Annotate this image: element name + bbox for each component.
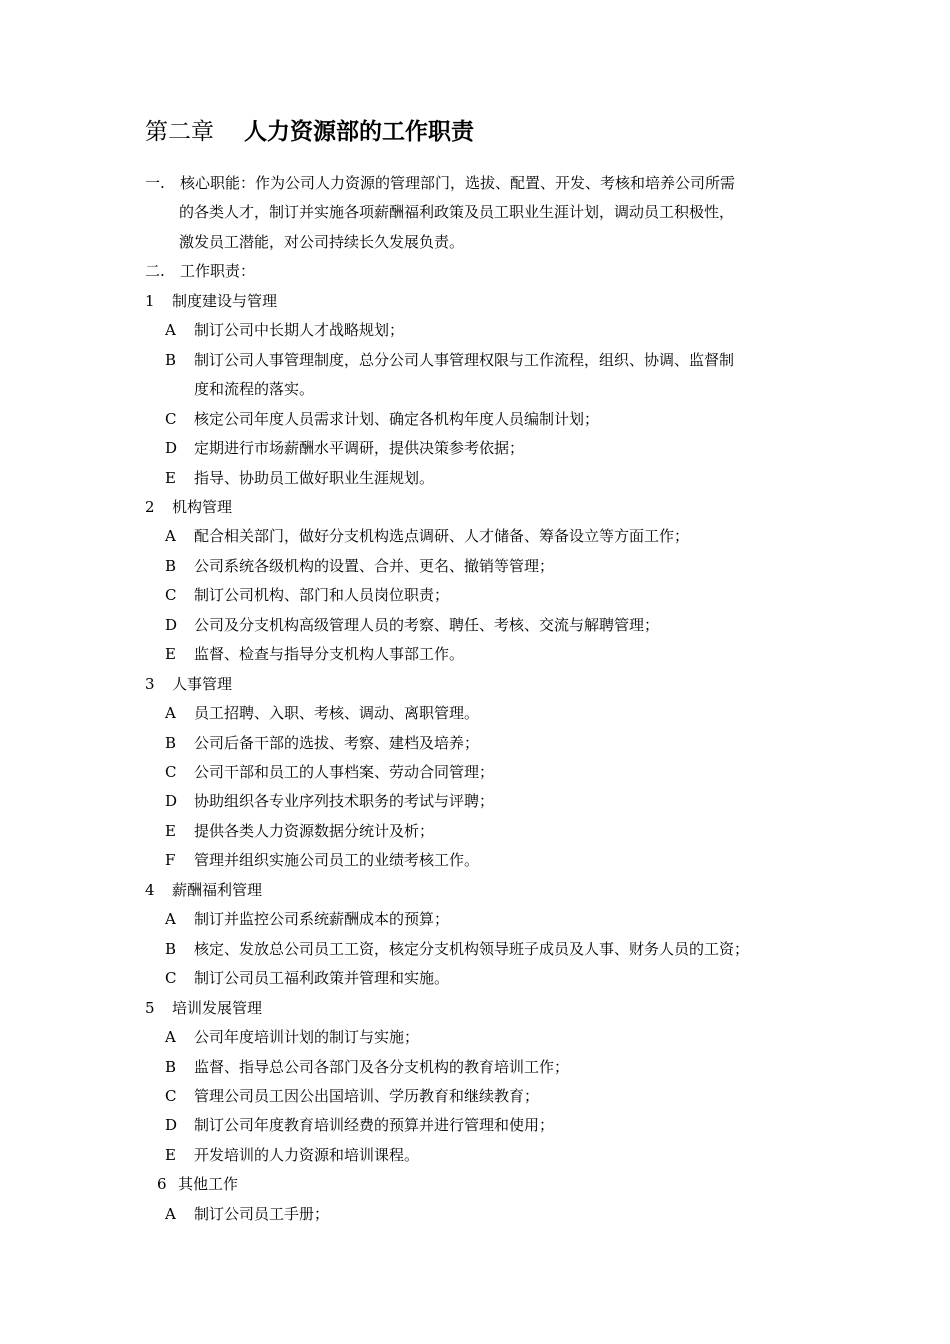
line-text: 公司干部和员工的人事档案、劳动合同管理； [194, 763, 495, 781]
page-title [145, 114, 474, 150]
list-item [165, 1025, 419, 1049]
list-item [165, 613, 659, 637]
line-text: 定期进行市场薪酬水平调研，提供决策参考依据； [194, 439, 525, 457]
list-item [165, 966, 449, 990]
list-marker: 5 [145, 999, 155, 1017]
section-heading [157, 1172, 238, 1196]
duties-heading [145, 259, 255, 283]
line-text: 公司及分支机构高级管理人员的考察、聘任、考核、交流与解聘管理； [194, 616, 660, 634]
section-heading [145, 996, 262, 1020]
line-text: 核心职能：作为公司人力资源的管理部门，选拔、配置、开发、考核和培养公司所需 [180, 174, 736, 192]
list-item [165, 466, 434, 490]
list-marker: 1 [145, 292, 155, 310]
line-text: 制度建设与管理 [172, 292, 278, 310]
list-marker: B [165, 734, 177, 752]
line-text: 制订公司员工福利政策并管理和实施。 [194, 969, 450, 987]
line-text: 薪酬福利管理 [172, 881, 263, 899]
line-text: 制订公司年度教育培训经费的预算并进行管理和使用； [194, 1116, 555, 1134]
list-marker: C [165, 969, 177, 987]
list-marker: C [165, 410, 177, 428]
list-item [165, 524, 689, 548]
list-marker: A [165, 910, 176, 928]
line-text: 核定公司年度人员需求计划、确定各机构年度人员编制计划； [194, 410, 600, 428]
line-text: 培训发展管理 [172, 999, 263, 1017]
list-marker: 3 [145, 675, 155, 693]
list-item [165, 731, 479, 755]
list-marker: A [165, 1205, 176, 1223]
list-item [165, 937, 749, 961]
list-item [165, 436, 524, 460]
list-marker: 2 [145, 498, 155, 516]
list-item [165, 701, 479, 725]
list-item [165, 1202, 329, 1226]
list-marker: 二. [145, 262, 165, 280]
list-marker: A [165, 1028, 176, 1046]
line-text: 公司系统各级机构的设置、合并、更名、撤销等管理； [194, 557, 555, 575]
line-text: 核定、发放总公司员工工资，核定分支机构领导班子成员及人事、财务人员的工资； [194, 940, 750, 958]
list-marker: B [165, 940, 177, 958]
list-marker: 6 [157, 1175, 167, 1193]
list-item [165, 642, 464, 666]
chapter-heading: 人力资源部的工作职责 [244, 118, 474, 145]
section-heading [145, 289, 277, 313]
list-item [165, 583, 449, 607]
list-marker: E [165, 1146, 176, 1164]
list-item [165, 760, 494, 784]
list-marker: B [165, 351, 177, 369]
list-marker: B [165, 557, 177, 575]
line-text: 员工招聘、入职、考核、调动、离职管理。 [194, 704, 480, 722]
section-heading [145, 672, 232, 696]
list-marker: A [165, 704, 176, 722]
line-text: 管理并组织实施公司员工的业绩考核工作。 [194, 851, 480, 869]
list-item [165, 407, 599, 431]
list-marker: C [165, 763, 177, 781]
line-text: 管理公司员工因公出国培训、学历教育和继续教育； [194, 1087, 540, 1105]
line-text: 的各类人才，制订并实施各项薪酬福利政策及员工职业生涯计划，调动员工积极性， [179, 203, 735, 221]
list-item [165, 1113, 554, 1137]
list-item-continuation [194, 377, 314, 401]
list-item [165, 1055, 569, 1079]
list-item [165, 554, 554, 578]
line-text: 公司后备干部的选拔、考察、建档及培养； [194, 734, 480, 752]
line-text: 激发员工潜能，对公司持续长久发展负责。 [179, 233, 465, 251]
list-marker: B [165, 1058, 177, 1076]
line-text: 制订公司机构、部门和人员岗位职责； [194, 586, 450, 604]
list-marker: C [165, 1087, 177, 1105]
list-marker: A [165, 527, 176, 545]
line-text: 公司年度培训计划的制订与实施； [194, 1028, 420, 1046]
list-marker: E [165, 469, 176, 487]
list-marker: D [165, 792, 178, 810]
core-function-line [145, 171, 735, 195]
line-text: 监督、检查与指导分支机构人事部工作。 [194, 645, 465, 663]
line-text: 开发培训的人力资源和培训课程。 [194, 1146, 420, 1164]
list-marker: D [165, 1116, 178, 1134]
list-marker: F [165, 851, 176, 869]
line-text: 制订并监控公司系统薪酬成本的预算； [194, 910, 450, 928]
line-text: 提供各类人力资源数据分统计及析； [194, 822, 435, 840]
list-marker: E [165, 645, 176, 663]
section-heading [145, 878, 262, 902]
line-text: 工作职责： [180, 262, 256, 280]
list-item [165, 1084, 539, 1108]
list-item [165, 348, 734, 372]
list-marker: A [165, 321, 176, 339]
list-item [165, 819, 434, 843]
core-function-line [179, 200, 734, 224]
list-item [165, 789, 494, 813]
list-item [165, 848, 479, 872]
list-marker: D [165, 616, 178, 634]
list-marker: C [165, 586, 177, 604]
list-item [165, 1143, 419, 1167]
line-text: 其他工作 [178, 1175, 239, 1193]
line-text: 度和流程的落实。 [194, 380, 315, 398]
line-text: 监督、指导总公司各部门及各分支机构的教育培训工作； [194, 1058, 570, 1076]
list-marker: 4 [145, 881, 155, 899]
list-item [165, 318, 404, 342]
list-marker: D [165, 439, 178, 457]
line-text: 制订公司员工手册； [194, 1205, 330, 1223]
line-text: 人事管理 [172, 675, 233, 693]
chapter-label: 第二章 [145, 119, 214, 145]
line-text: 配合相关部门，做好分支机构选点调研、人才储备、筹备设立等方面工作； [194, 527, 690, 545]
line-text: 指导、协助员工做好职业生涯规划。 [194, 469, 435, 487]
core-function-line [179, 230, 464, 254]
list-item [165, 907, 449, 931]
line-text: 制订公司人事管理制度，总分公司人事管理权限与工作流程，组织、协调、监督制 [194, 351, 735, 369]
line-text: 制订公司中长期人才战略规划； [194, 321, 405, 339]
list-marker: E [165, 822, 176, 840]
line-text: 协助组织各专业序列技术职务的考试与评聘； [194, 792, 495, 810]
section-heading [145, 495, 232, 519]
list-marker: 一. [145, 174, 165, 192]
line-text: 机构管理 [172, 498, 233, 516]
